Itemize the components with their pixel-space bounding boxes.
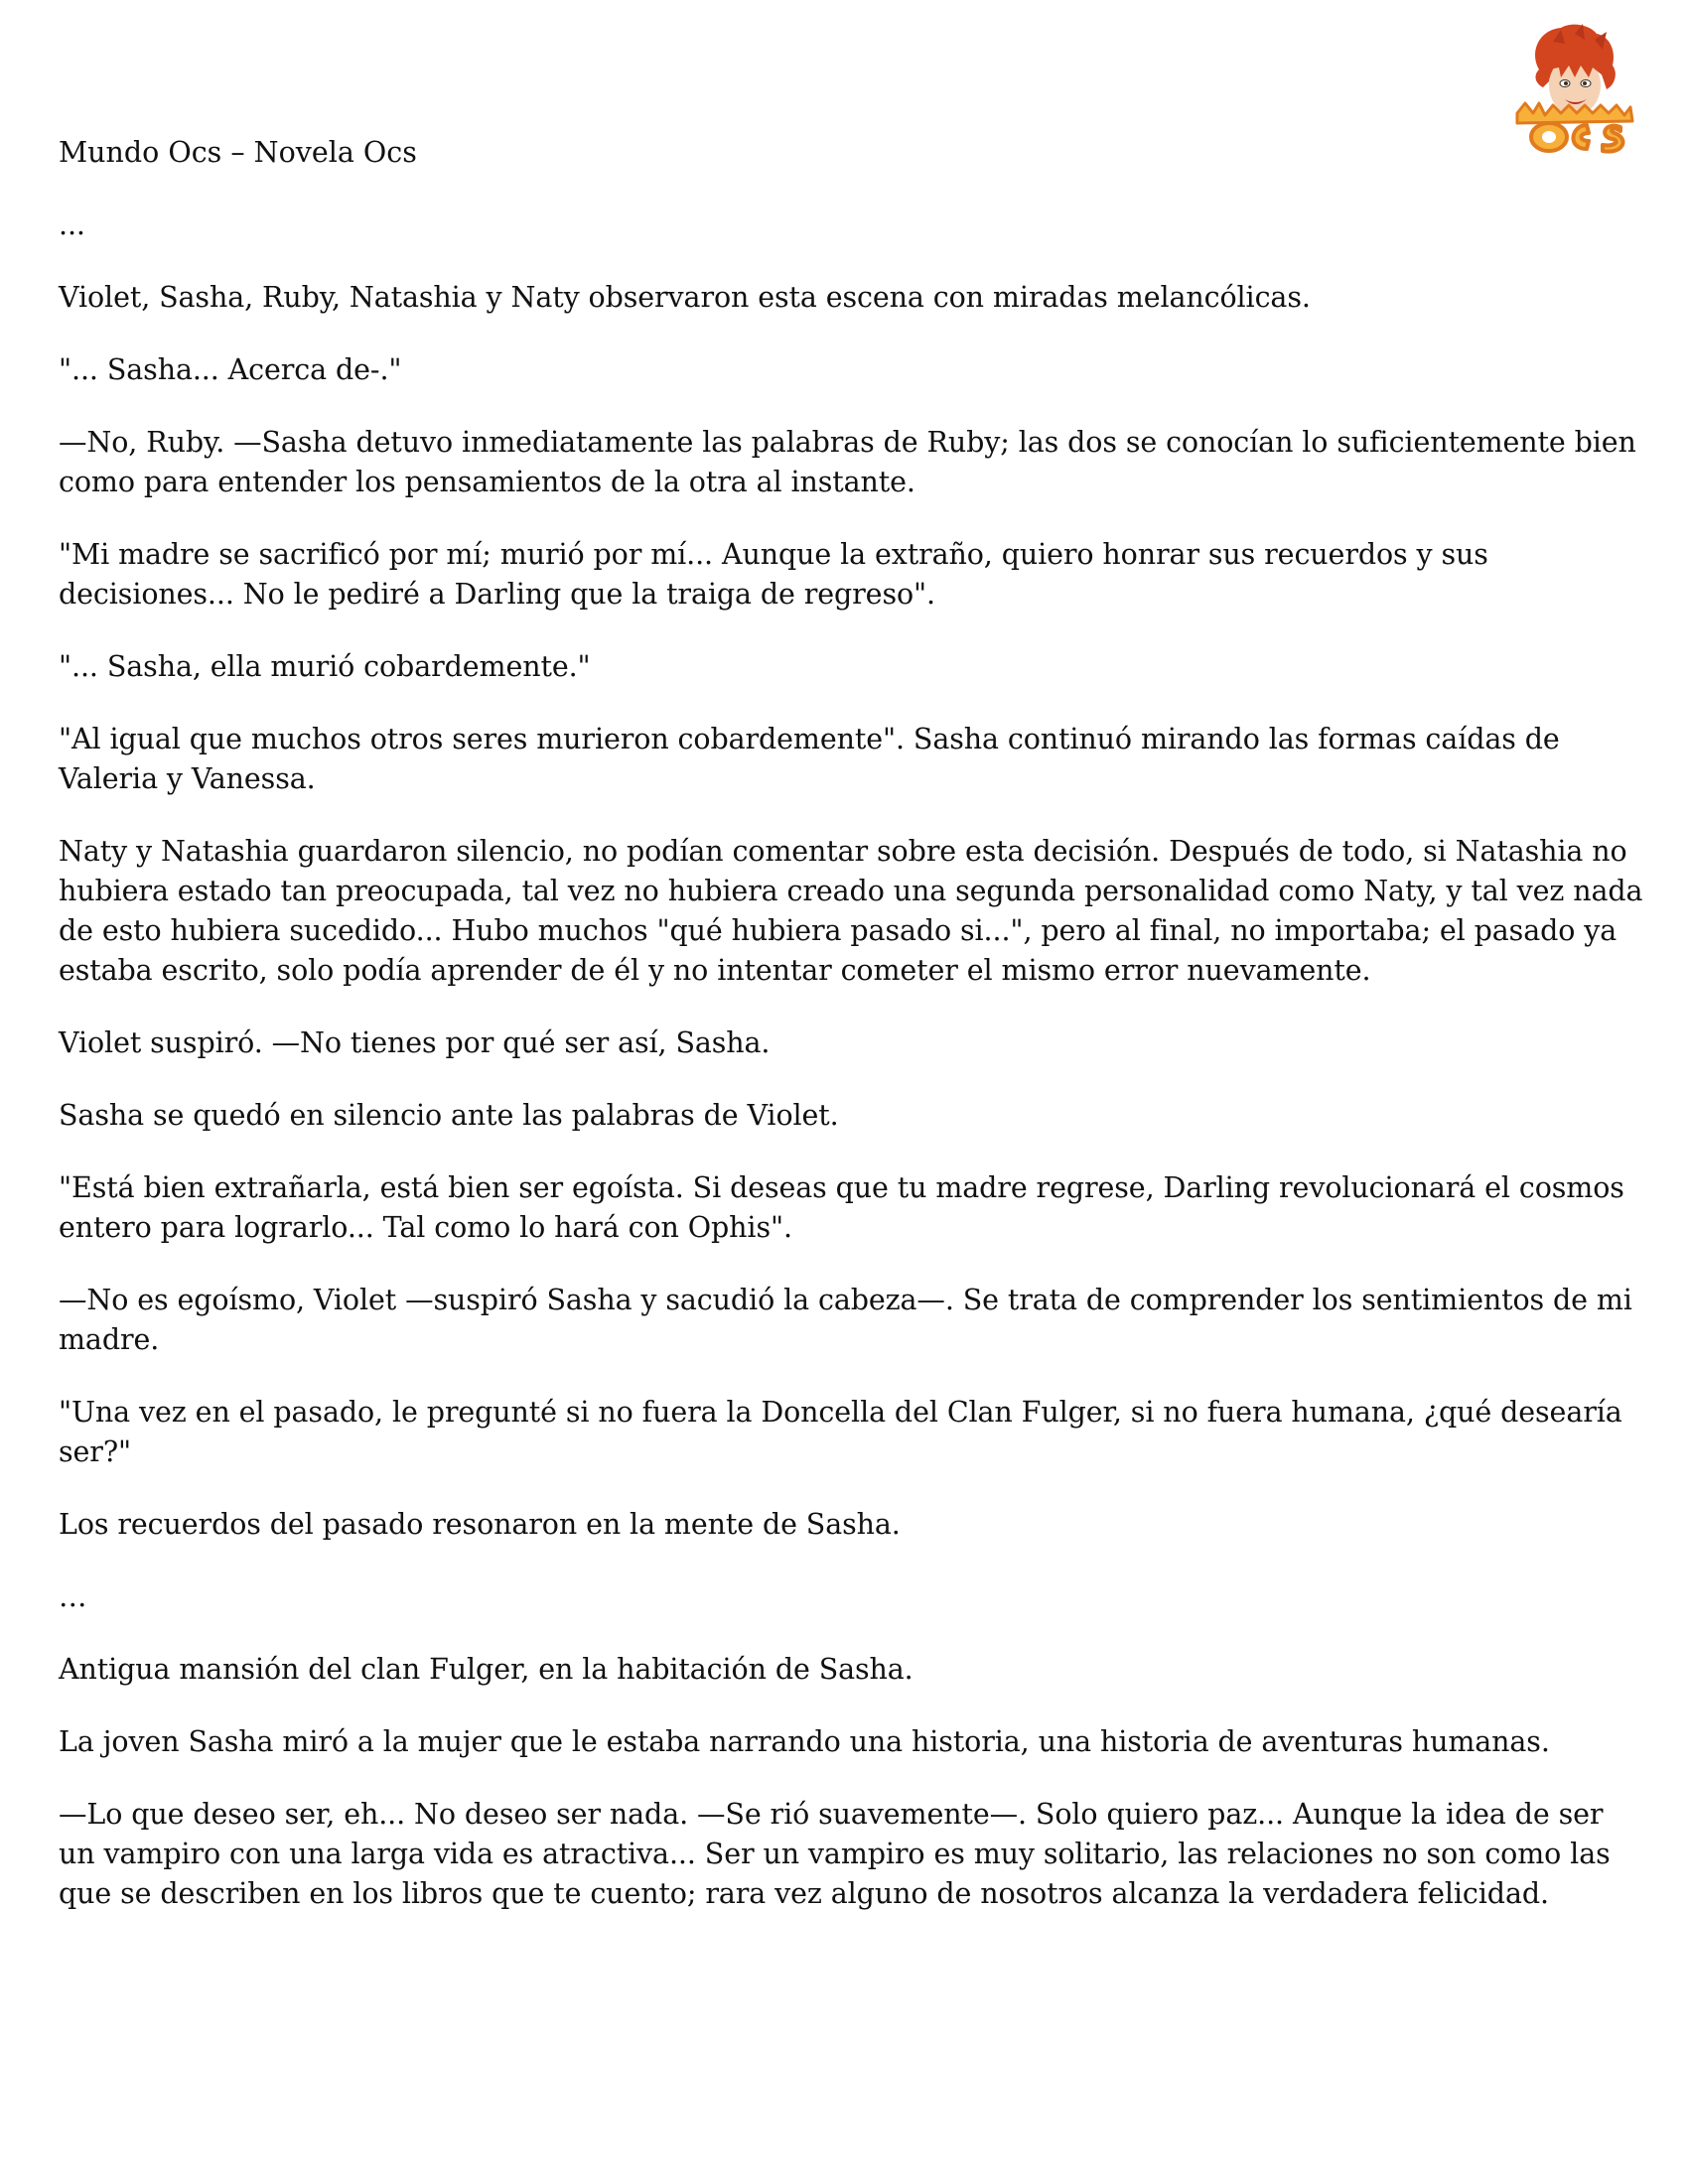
paragraph: "... Sasha... Acerca de-." — [59, 353, 402, 386]
paragraph: Violet, Sasha, Ruby, Natashia y Naty observaron esta escena con miradas melancólicas. — [59, 281, 1311, 314]
paragraph: Naty y Natashia guardaron silencio, no podían comentar sobre esta decisión. Después de todo, si Natashia no hubiera estado tan preocupada, tal vez no hubiera creado una segunda personalidad como Naty, y tal vez nada de esto hubiera sucedido... Hubo muchos "qué hubiera pasado si...", pero al final, no importaba; el pasado ya estaba escrito, solo podía aprender de él y no intentar cometer el mismo error nuevamente. — [59, 835, 1643, 987]
paragraph: "Mi madre se sacrificó por mí; murió por mí... Aunque la extraño, quiero honrar sus recuerdos y sus decisiones... No le pediré a Darling que la traiga de regreso". — [59, 538, 1488, 611]
paragraph: Violet suspiró. —No tienes por qué ser así, Sasha. — [59, 1026, 771, 1059]
paragraph: "... Sasha, ella murió cobardemente." — [59, 650, 591, 683]
paragraph: "Al igual que muchos otros seres murieron cobardemente". Sasha continuó mirando las formas caídas de Valeria y Vanessa. — [59, 723, 1560, 795]
paragraph: La joven Sasha miró a la mujer que le estaba narrando una historia, una historia de aventuras humanas. — [59, 1725, 1550, 1758]
paragraph: Antigua mansión del clan Fulger, en la habitación de Sasha. — [59, 1653, 914, 1686]
paragraph: —Lo que deseo ser, eh... No deseo ser nada. —Se rió suavemente—. Solo quiero paz... Aunque la idea de ser un vampiro con una larga vida es atractiva... Ser un vampiro es muy solitario, las relaciones no son como las que se describen en los libros que te cuento; rara vez alguno de nosotros alcanza la verdadera felicidad. — [59, 1798, 1611, 1910]
document-header: Mundo Ocs – Novela Ocs — [59, 136, 417, 169]
paragraph: —No es egoísmo, Violet —suspiró Sasha y sacudió la cabeza—. Se trata de comprender los sentimientos de mi madre. — [59, 1284, 1632, 1356]
paragraph: ... — [59, 208, 85, 241]
paragraph: "Está bien extrañarla, está bien ser egoísta. Si deseas que tu madre regrese, Darling revolucionará el cosmos entero para lograrlo... Tal como lo hará con Ophis". — [59, 1171, 1624, 1244]
paragraph: Los recuerdos del pasado resonaron en la mente de Sasha. — [59, 1508, 901, 1541]
paragraph: … — [59, 1580, 87, 1613]
paragraph: "Una vez en el pasado, le pregunté si no fuera la Doncella del Clan Fulger, si no fuera humana, ¿qué desearía ser?" — [59, 1396, 1622, 1468]
paragraph: —No, Ruby. —Sasha detuvo inmediatamente las palabras de Ruby; las dos se conocían lo suficientemente bien como para entender los pensamientos de la otra al instante. — [59, 426, 1636, 498]
paragraph: Sasha se quedó en silencio ante las palabras de Violet. — [59, 1099, 839, 1132]
document-body — [59, 123, 1647, 1947]
